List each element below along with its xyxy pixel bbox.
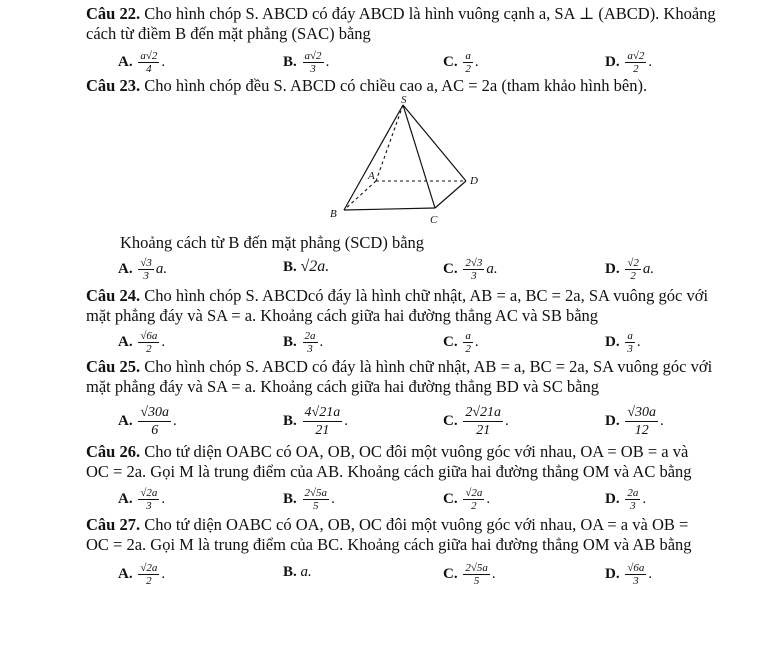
- edge-SD: [403, 105, 466, 181]
- q25-answer-a[interactable]: A. $\frac{√30a}{6}$ .: [118, 405, 177, 438]
- q22-answer-c[interactable]: C. $\frac{a}{2}$ .: [443, 50, 479, 75]
- q26-answer-b[interactable]: B. $\frac{2√5a}{5}$ .: [283, 487, 335, 512]
- edge-AB: [344, 181, 376, 210]
- edge-SA: [376, 105, 403, 181]
- q25-answer-c[interactable]: C. $\frac{2√21a}{21}$ .: [443, 405, 509, 438]
- q23-text-2: Khoảng cách từ B đến mặt phẳng (SCD) bằng: [120, 233, 425, 252]
- q23-number: Câu 23.: [86, 76, 141, 95]
- q27-line1: [86, 515, 688, 535]
- q26-line1: [86, 442, 688, 462]
- edge-SC: [403, 105, 435, 208]
- q22-answer-a[interactable]: A. $\frac{a√2}{4}$ .: [118, 50, 166, 75]
- q22-text-1: Cho hình chóp S. ABCD có đáy ABCD là hình vuông cạnh a, SA ⊥ (ABCD). Khoảng: [144, 4, 716, 23]
- q23-answer-a[interactable]: A. $\frac{√3}{3}$ a.: [118, 257, 168, 282]
- edge-CD: [435, 181, 466, 208]
- q27-answer-c[interactable]: C. $\frac{2√5a}{5}$ .: [443, 562, 496, 587]
- q27-answer-a[interactable]: A. $\frac{√2a}{2}$ .: [118, 562, 166, 587]
- q24-answer-b[interactable]: B. $\frac{2a}{3}$ .: [283, 330, 324, 355]
- q27-answer-b[interactable]: B. a.: [283, 564, 312, 580]
- label-B: B: [330, 208, 337, 220]
- q25-answer-d[interactable]: D. $\frac{√30a}{12}$ .: [605, 405, 664, 438]
- q22-answer-b[interactable]: B. $\frac{a√2}{3}$ .: [283, 50, 330, 75]
- q27-number: Câu 27.: [86, 515, 141, 534]
- q22-text-2: cách từ điềm B đến mặt phẳng (SAC) bằng: [86, 24, 371, 43]
- q22-answer-d[interactable]: D. $\frac{a√2}{2}$ .: [605, 50, 653, 75]
- q23-text-1: Cho hình chóp đều S. ABCD có chiều cao a, AC = 2a (tham khảo hình bên).: [144, 76, 648, 95]
- q23-answer-c[interactable]: C. $\frac{2√3}{3}$ a.: [443, 257, 498, 282]
- edge-BC: [344, 208, 435, 210]
- label-S: S: [401, 95, 407, 106]
- q24-answer-c[interactable]: C. $\frac{a}{2}$ .: [443, 330, 479, 355]
- q24-text-2: mặt phẳng đáy và SA = a. Khoảng cách giữa hai đường thẳng AC và SB bằng: [86, 306, 599, 325]
- q26-answer-d[interactable]: D. $\frac{2a}{3}$ .: [605, 487, 647, 512]
- label-D: D: [470, 175, 478, 187]
- q23-answer-b[interactable]: B. √2a.: [283, 258, 330, 275]
- q27-answer-d[interactable]: D. $\frac{√6a}{3}$ .: [605, 562, 653, 587]
- q24-line1: [86, 286, 708, 306]
- q25-text-1: Cho hình chóp S. ABCD có đáy là hình chữ nhật, AB = a, BC = 2a, SA vuông góc với: [144, 357, 713, 376]
- q23-answer-d[interactable]: D. $\frac{√2}{2}$ a.: [605, 257, 655, 282]
- pyramid-figure: [318, 95, 488, 225]
- q27-text-1: Cho tứ diện OABC có OA, OB, OC đôi một vuông góc với nhau, OA = a và OB =: [144, 515, 689, 534]
- q26-answer-c[interactable]: C. $\frac{√2a}{2}$ .: [443, 487, 491, 512]
- q22-line1: [86, 4, 716, 24]
- q22-number: Câu 22.: [86, 4, 141, 23]
- q24-number: Câu 24.: [86, 286, 141, 305]
- q26-text-1: Cho tứ diện OABC có OA, OB, OC đôi một vuông góc với nhau, OA = OB = a và: [144, 442, 689, 461]
- q24-text-1: Cho hình chóp S. ABCDcó đáy là hình chữ nhật, AB = a, BC = 2a, SA vuông góc với: [144, 286, 709, 305]
- q27-text-2: OC = 2a. Gọi M là trung điểm của BC. Khoảng cách giữa hai đường thẳng OM và AB bằng: [86, 535, 692, 554]
- q25-number: Câu 25.: [86, 357, 141, 376]
- q26-answer-a[interactable]: A. $\frac{√2a}{3}$ .: [118, 487, 166, 512]
- q24-answer-d[interactable]: D. $\frac{a}{3}$ .: [605, 330, 641, 355]
- q25-answer-b[interactable]: B. $\frac{4√21a}{21}$ .: [283, 405, 348, 438]
- q24-answer-a[interactable]: A. $\frac{√6a}{2}$ .: [118, 330, 166, 355]
- edge-SB: [344, 105, 403, 210]
- q25-line1: [86, 357, 712, 377]
- label-C: C: [430, 214, 438, 225]
- label-A: A: [368, 170, 375, 182]
- q23-line1: [86, 76, 647, 96]
- q25-text-2: mặt phẳng đáy và SA = a. Khoảng cách giữa hai đường thẳng BD và SC bằng: [86, 377, 599, 396]
- q26-number: Câu 26.: [86, 442, 141, 461]
- q26-text-2: OC = 2a. Gọi M là trung điểm của AB. Khoảng cách giữa hai đường thẳng OM và AC bằng: [86, 462, 692, 481]
